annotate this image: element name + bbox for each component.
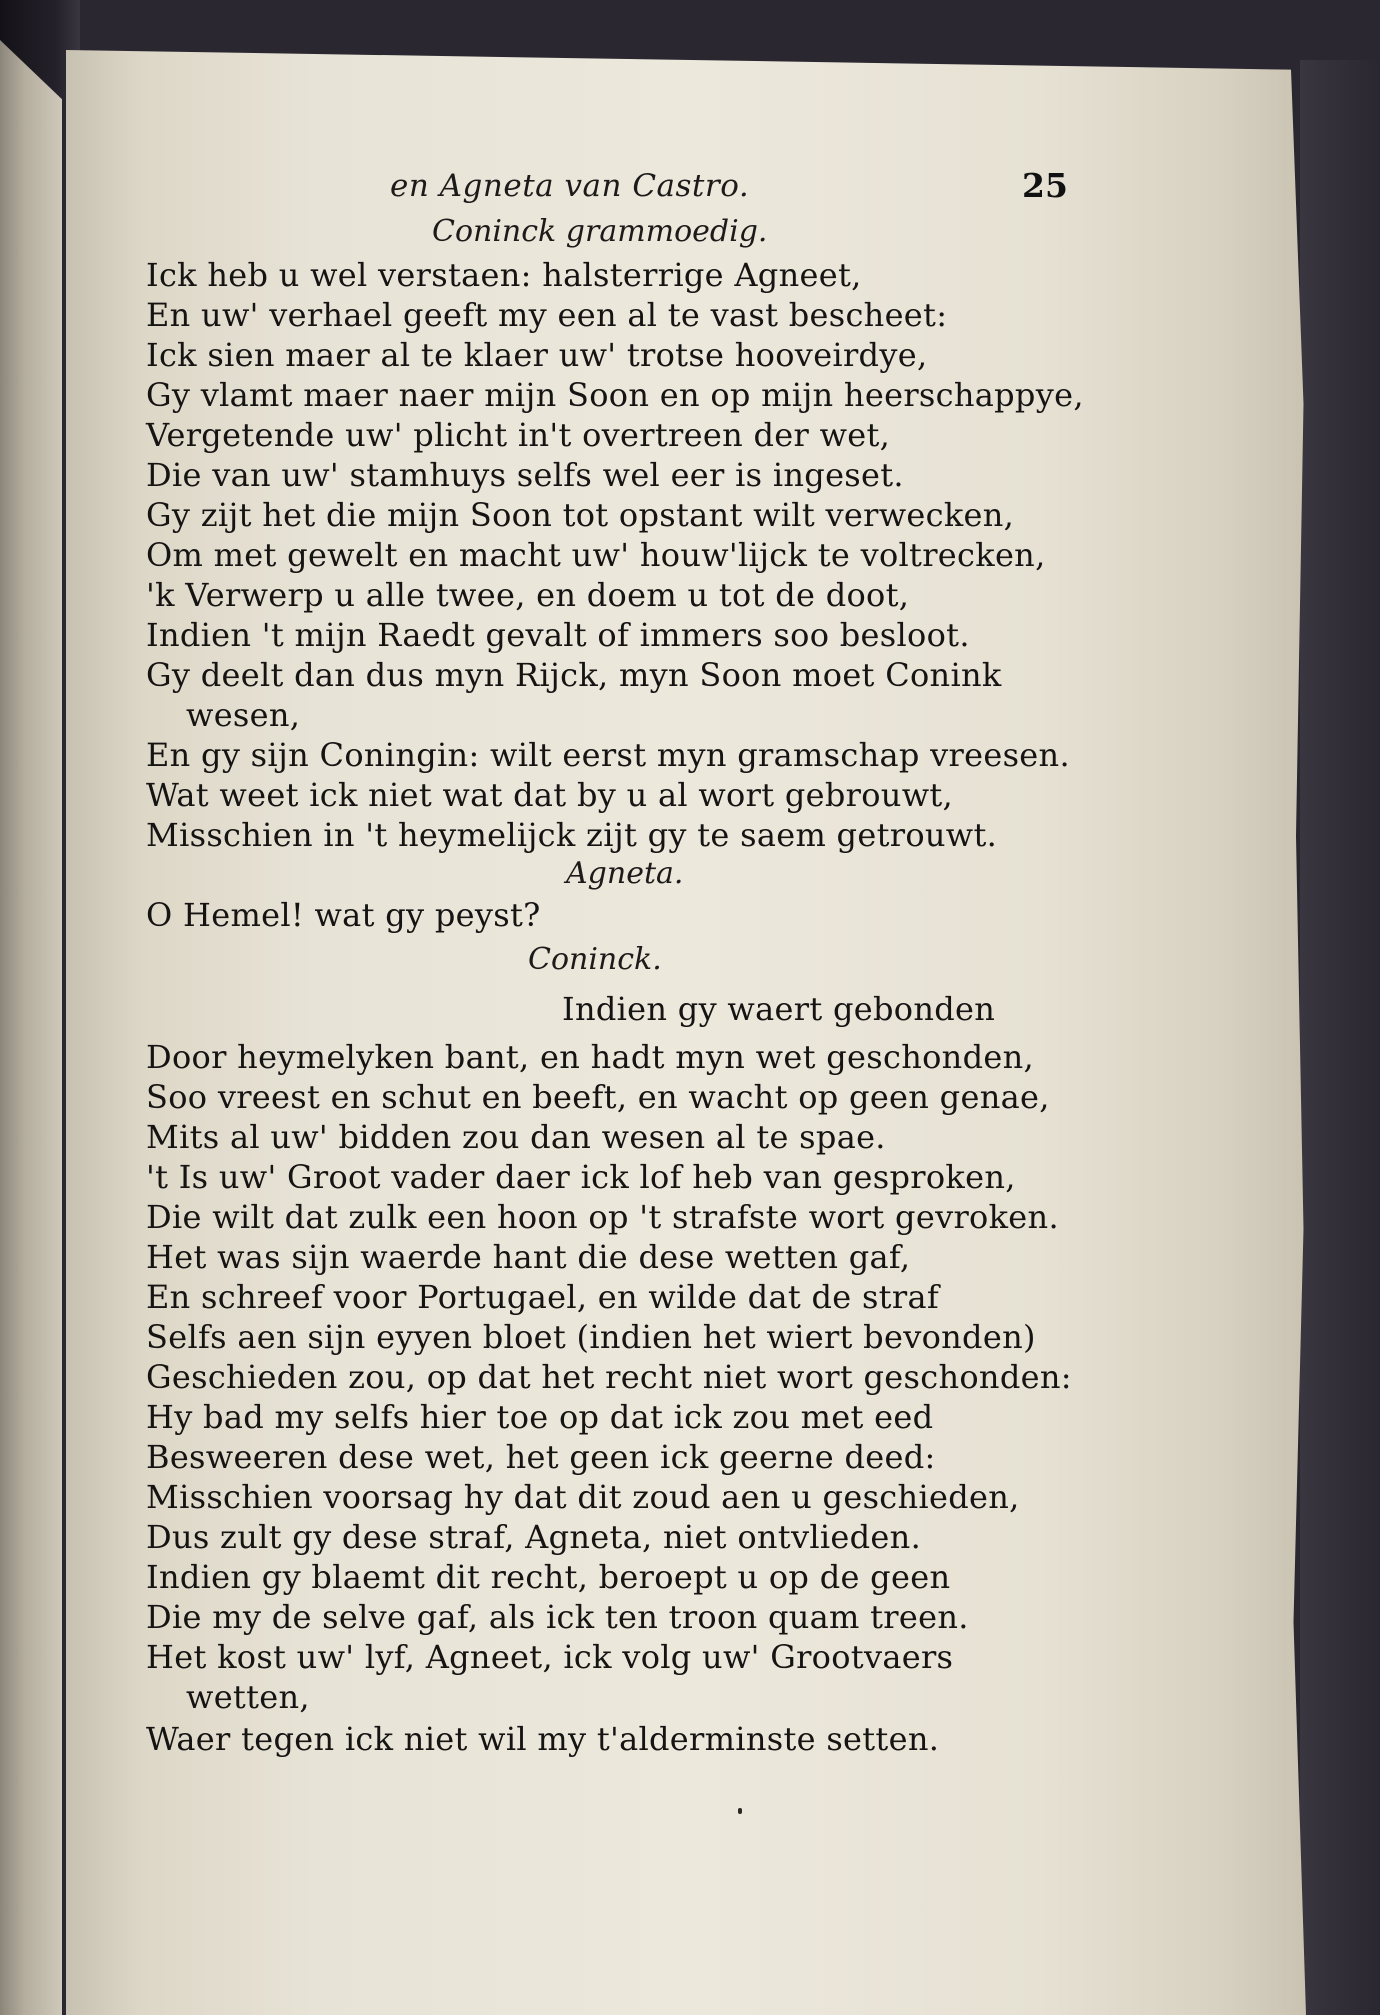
speaker-heading: Coninck. <box>528 942 662 977</box>
verse-line: Indien gy blaemt dit recht, beroept u op de geen <box>146 1558 951 1596</box>
verse-line: En uw' verhael geeft my een al te vast bescheet: <box>146 296 948 334</box>
speaker-heading: Coninck grammoedig. <box>432 214 768 249</box>
verse-line: Waer tegen ick niet wil my t'alderminste setten. <box>146 1720 940 1758</box>
verse-line: O Hemel! wat gy peyst? <box>146 896 541 934</box>
verse-line: Gy vlamt maer naer mijn Soon en op mijn heerschappye, <box>146 376 1084 414</box>
verse-line: Het was sijn waerde hant die dese wetten gaf, <box>146 1238 911 1276</box>
verse-line: Geschieden zou, op dat het recht niet wort geschonden: <box>146 1358 1072 1396</box>
verse-line: Door heymelyken bant, en hadt myn wet geschonden, <box>146 1038 1034 1076</box>
ink-speck <box>738 1808 742 1814</box>
verse-line: En schreef voor Portugael, en wilde dat de straf <box>146 1278 939 1316</box>
verse-line: Ick heb u wel verstaen: halsterrige Agneet, <box>146 256 862 294</box>
verse-line: Mits al uw' bidden zou dan wesen al te spae. <box>146 1118 886 1156</box>
verse-line: Indien gy waert gebonden <box>562 990 996 1028</box>
verse-line: Misschien voorsag hy dat dit zoud aen u geschieden, <box>146 1478 1020 1516</box>
verse-line: Die van uw' stamhuys selfs wel eer is ingeset. <box>146 456 904 494</box>
verse-line-continuation: wetten, <box>186 1678 310 1716</box>
verse-line: Besweeren dese wet, het geen ick geerne deed: <box>146 1438 936 1476</box>
page-number: 25 <box>1022 166 1068 205</box>
verse-line-continuation: wesen, <box>186 696 301 734</box>
verse-line: Hy bad my selfs hier toe op dat ick zou met eed <box>146 1398 934 1436</box>
verse-line: Selfs aen sijn eyyen bloet (indien het wiert bevonden) <box>146 1318 1036 1356</box>
running-header: en Agneta van Castro. <box>390 168 750 204</box>
verse-line: Soo vreest en schut en beeft, en wacht op geen genae, <box>146 1078 1050 1116</box>
verse-line: Indien 't mijn Raedt gevalt of immers soo besloot. <box>146 616 970 654</box>
verse-line: Het kost uw' lyf, Agneet, ick volg uw' Grootvaers <box>146 1638 954 1676</box>
verse-line: Wat weet ick niet wat dat by u al wort gebrouwt, <box>146 776 954 814</box>
verse-line: Gy zijt het die mijn Soon tot opstant wilt verwecken, <box>146 496 1015 534</box>
speaker-heading: Agneta. <box>566 856 684 891</box>
verse-line: Gy deelt dan dus myn Rijck, myn Soon moet Conink <box>146 656 1002 694</box>
verse-line: Dus zult gy dese straf, Agneta, niet ontvlieden. <box>146 1518 922 1556</box>
verse-line: Die wilt dat zulk een hoon op 't strafste wort gevroken. <box>146 1198 1059 1236</box>
verse-line: Die my de selve gaf, als ick ten troon quam treen. <box>146 1598 969 1636</box>
verse-line: En gy sijn Coningin: wilt eerst myn gramschap vreesen. <box>146 736 1070 774</box>
verse-line: Ick sien maer al te klaer uw' trotse hooveirdye, <box>146 336 928 374</box>
verse-line: 't Is uw' Groot vader daer ick lof heb van gesproken, <box>146 1158 1016 1196</box>
verse-line: Vergetende uw' plicht in't overtreen der wet, <box>146 416 891 454</box>
verse-line: Om met gewelt en macht uw' houw'lijck te voltrecken, <box>146 536 1046 574</box>
verse-line: Misschien in 't heymelijck zijt gy te saem getrouwt. <box>146 816 998 854</box>
verse-line: 'k Verwerp u alle twee, en doem u tot de doot, <box>146 576 910 614</box>
